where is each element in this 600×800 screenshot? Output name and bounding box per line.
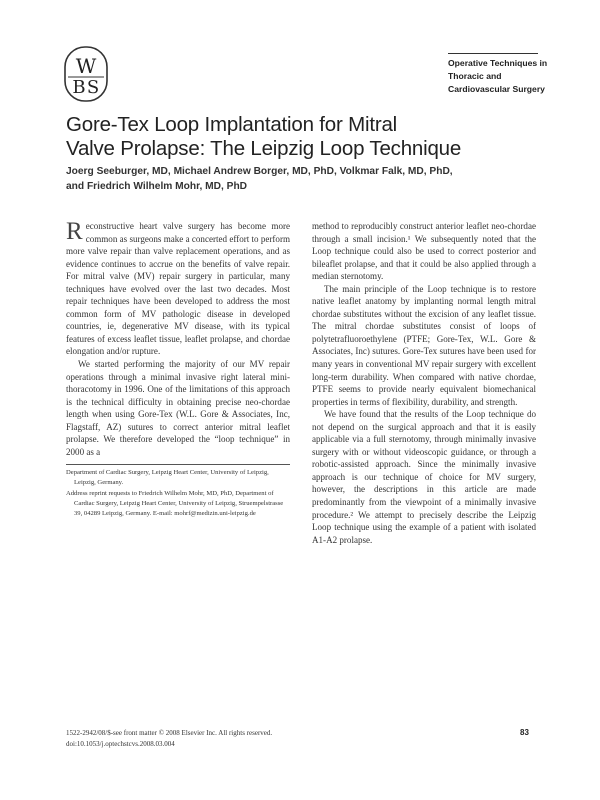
paragraph: We started performing the majority of our MV repair operations through a minimal invasive right lateral mini-thoracotomy in 1996. One of the limitations of this approach is the technical difficulty in obtaining precise neo-chordae length when using Gore-Tex (W.L. Gore & Associates, Inc, Flagstaff, AZ) sutures to correct anterior mitral leaflet prolapse. We therefore developed the “loop technique” in 2000 as a — [66, 359, 290, 457]
journal-name-line1: Operative Techniques in — [448, 58, 548, 68]
right-column — [312, 220, 536, 546]
authors-line1: Joerg Seeburger, MD, Michael Andrew Borger, MD, PhD, Volkmar Falk, MD, PhD, — [66, 166, 453, 177]
logo-letter-b: B — [72, 77, 86, 98]
footnote-divider — [66, 464, 290, 465]
paragraph: The main principle of the Loop technique is to restore native leaflet anatomy by implanting normal length mitral chordae substitutes without the excision of any leaflet tissue. The mitral chordae substitutes consist of loops of polytetrafluoroethylene (PTFE; Gore-Tex, W.L. Gore & Associates, Inc) sutures. Gore-Tex sutures have been used for many years in conventional MV repair surgery with excellent long-term durability. When compared with native chordae, PTFE seems to provide nearly equivalent biomechanical properties in terms of flexibility, durability, and strength. — [312, 283, 536, 407]
paragraph: Reconstructive heart valve surgery has become more common as surgeons make a concerted effort to perform more valve repair than valve replacement operations, and as evidence continues to accrue on the benefits of valve repair. For mitral valve (MV) repair surgery in particular, many techniques have evolved over the last two decades. Most repair techniques have been developed to address the most common form of MV pathologic disease in developed countries, ie, degenerative MV disease, with its typical features of excess leaflet tissue, leaflet prolapse, and chordae elongation and/or rupture. — [66, 218, 290, 357]
address-footnote — [66, 489, 290, 519]
paragraph: method to reproducibly construct anterior leaflet neo-chordae through a small incision.¹ We subsequently noted that the Loop technique could also be used to correct posterior and bileaflet prolapse, and that it could be also applied through a median sternotomy. — [312, 221, 536, 282]
journal-name — [448, 53, 548, 96]
copyright-line: 1522-2942/08/$-see front matter © 2008 Elsevier Inc. All rights reserved. — [66, 729, 273, 737]
article-title-line2: Valve Prolapse: The Leipzig Loop Technique — [66, 137, 462, 160]
logo-letter-w: W — [75, 54, 97, 78]
paragraph: We have found that the results of the Loop technique do not depend on the surgical approach and that it is easily applicable via a full sternotomy, through minimally invasive surgery with or without videoscopic guidance, or through a robotic-assisted approach. Since the minimally invasive approach is our technique of choice for MV surgery, however, the descriptions in this article are made predominantly from the viewpoint of a minimally invasive procedure.² We attempt to precisely describe the Leipzig Loop technique using the example of a patient with isolated A1-A2 prolapse. — [312, 409, 536, 545]
page-number: 83 — [520, 728, 529, 737]
doi-line[interactable]: doi:10.1053/j.optechstcvs.2008.03.004 — [66, 739, 175, 748]
footnotes — [66, 468, 290, 520]
journal-name-line3: Cardiovascular Surgery — [448, 84, 545, 94]
email-link[interactable]: mohrf@medizin.uni-leipzig.de — [174, 510, 256, 517]
wbs-logo-icon — [64, 46, 108, 102]
author-list — [66, 165, 536, 194]
article-title-line1: Gore-Tex Loop Implantation for Mitral — [66, 113, 398, 136]
left-column — [66, 220, 290, 458]
journal-logo — [64, 46, 108, 102]
logo-letter-s: S — [86, 77, 100, 98]
copyright-info — [66, 728, 396, 749]
address-text: Address reprint requests to Friedrich Wilhelm Mohr, MD, PhD, Department of Cardiac Surgery, Leipzig Heart Center, University of Leipzig, Struempelstrasse 39, 04289 Leipzig, Germany. E-mail: — [66, 490, 284, 517]
article-title — [66, 113, 516, 161]
affiliation-footnote: Department of Cardiac Surgery, Leipzig Heart Center, University of Leipzig, Leipzig, Germany. — [66, 469, 269, 486]
authors-line2: and Friedrich Wilhelm Mohr, MD, PhD — [66, 180, 248, 192]
journal-name-line2: Thoracic and — [448, 71, 502, 81]
